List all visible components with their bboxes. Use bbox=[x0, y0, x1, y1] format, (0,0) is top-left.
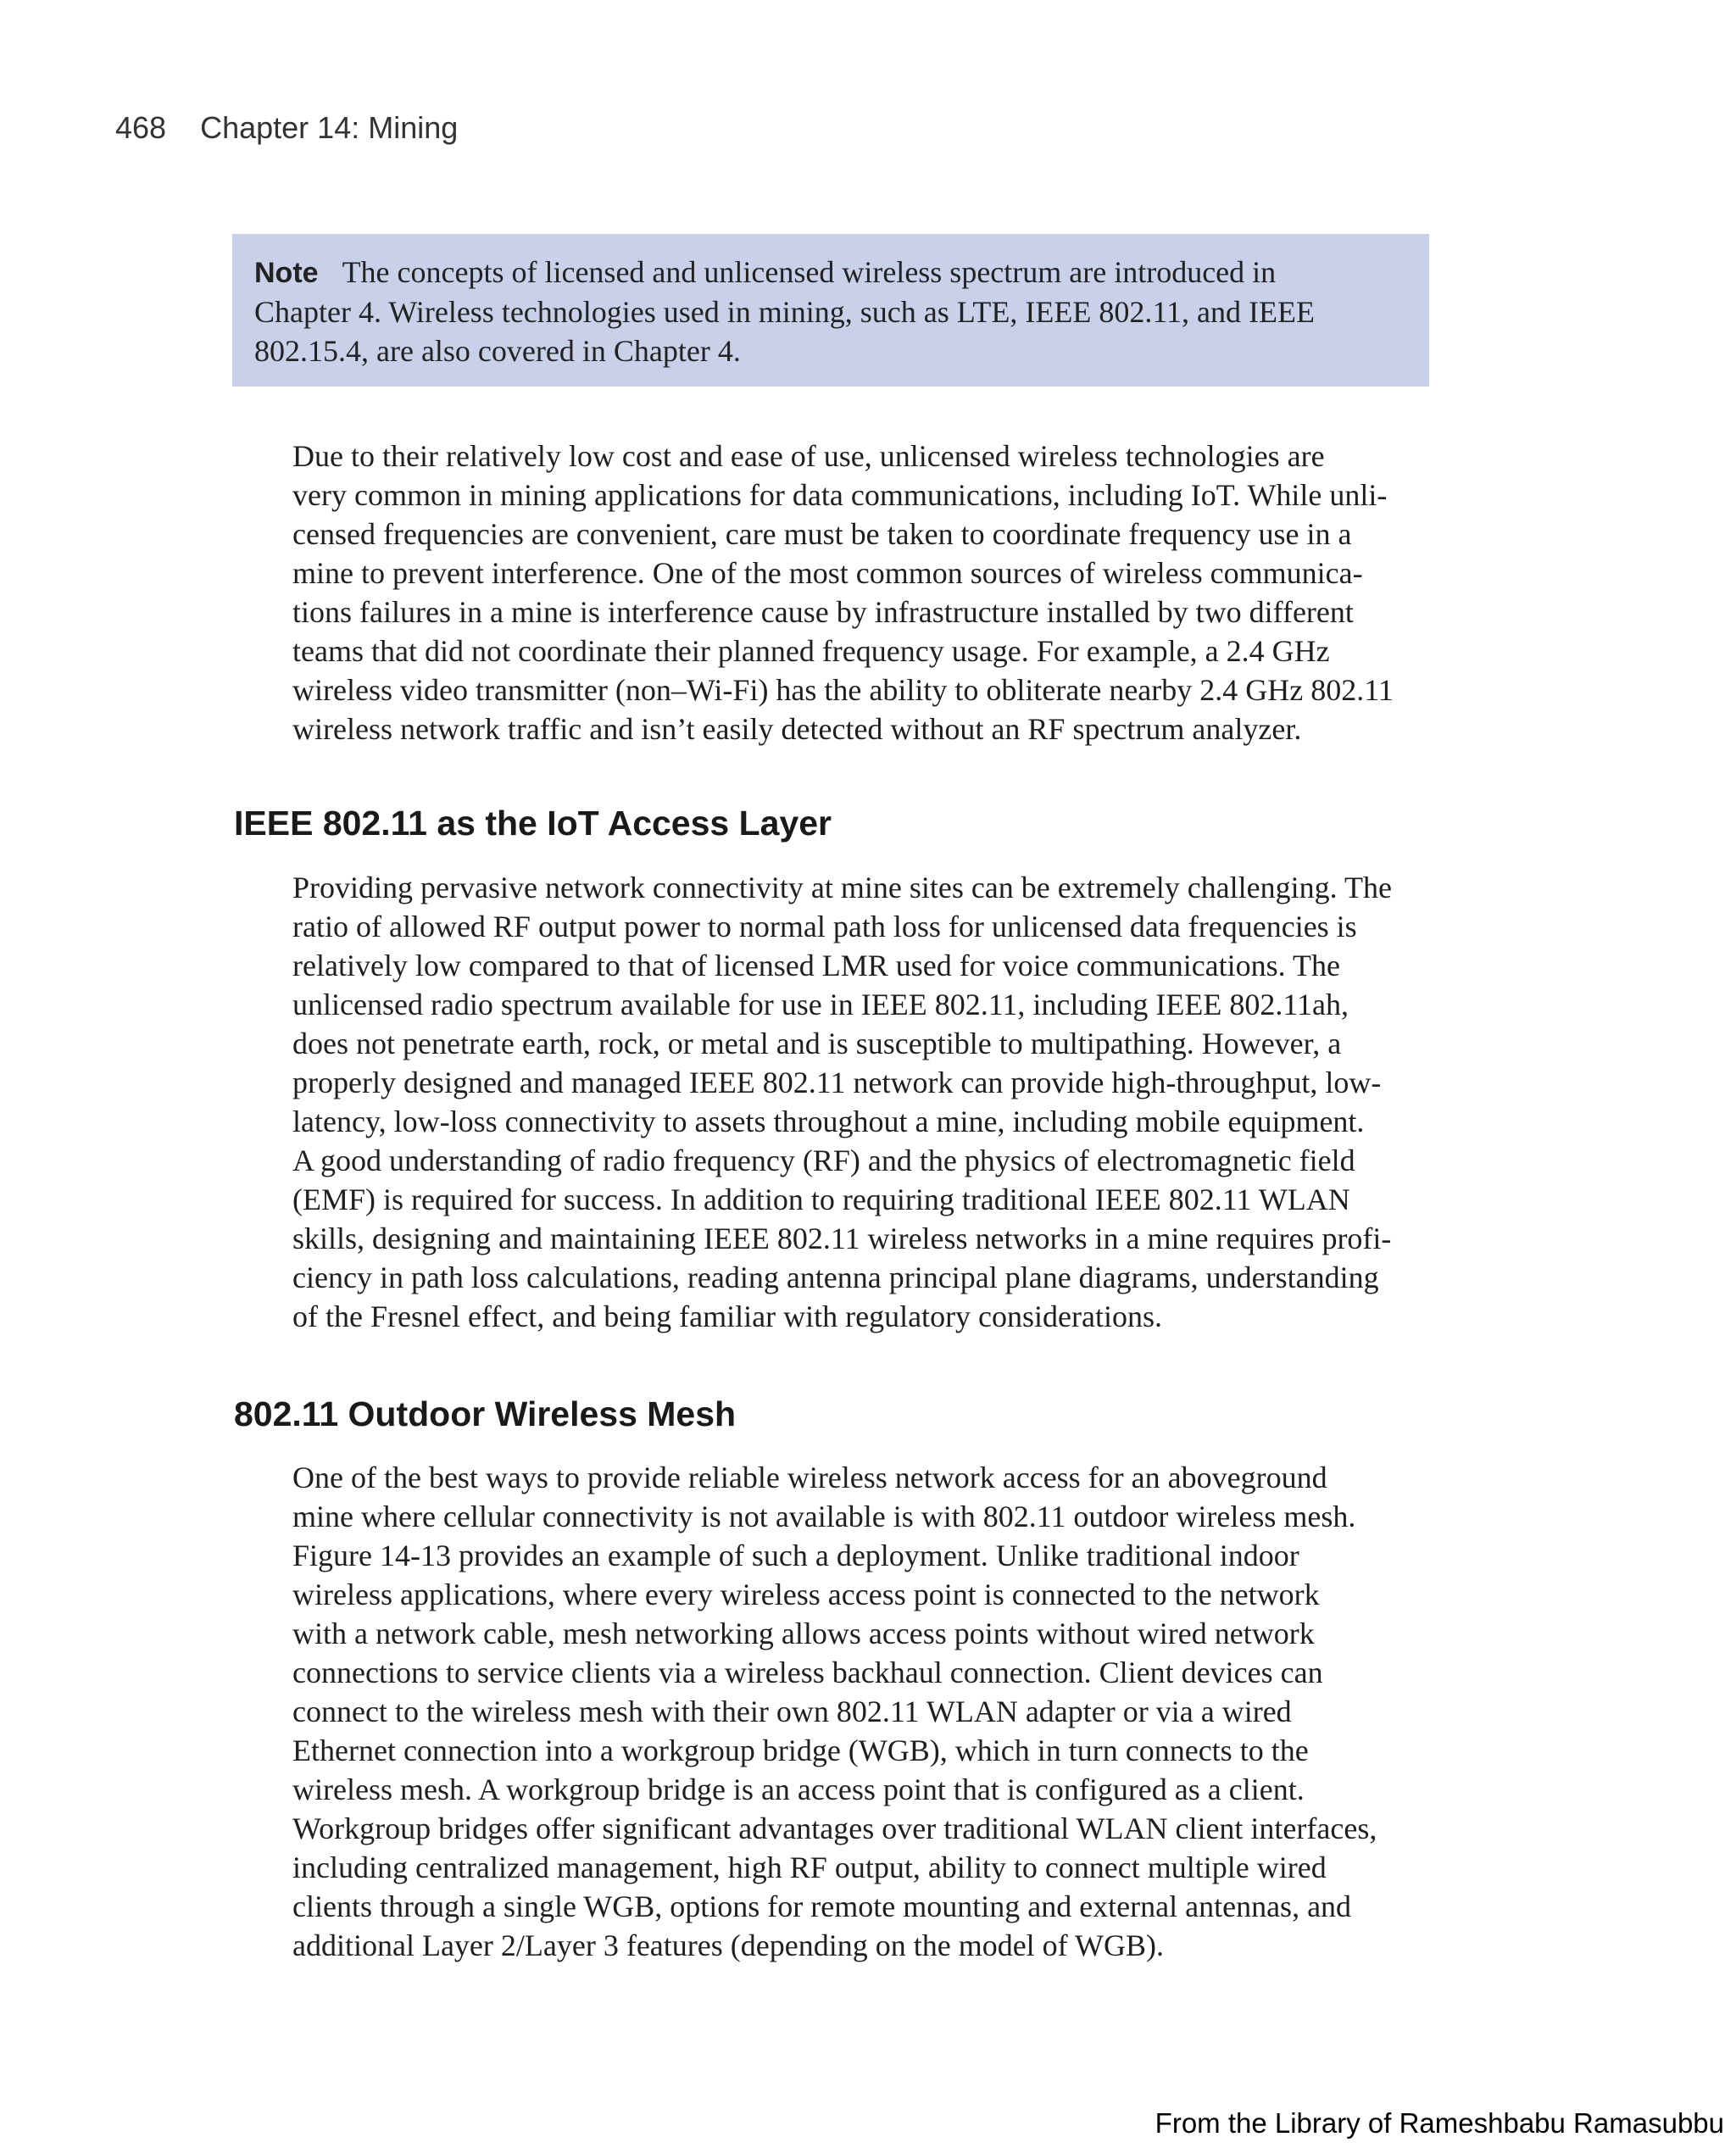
paragraph-line: connect to the wireless mesh with their own 802.11 WLAN adapter or via a wired bbox=[292, 1694, 1292, 1728]
paragraph-line: censed frequencies are convenient, care must be taken to coordinate frequency use in a bbox=[292, 517, 1352, 551]
note-label: Note bbox=[254, 257, 319, 289]
page-number: 468 bbox=[115, 110, 167, 145]
paragraph-line: ciency in path loss calculations, reading antenna principal plane diagrams, understanding bbox=[292, 1260, 1379, 1294]
note-line bbox=[254, 253, 1409, 292]
paragraph-line: teams that did not coordinate their planned frequency usage. For example, a 2.4 GHz bbox=[292, 634, 1330, 668]
paragraph-line: A good understanding of radio frequency (RF) and the physics of electromagnetic field bbox=[292, 1144, 1355, 1177]
paragraph-line: wireless network traffic and isn’t easily detected without an RF spectrum analyzer. bbox=[292, 712, 1302, 746]
iot-access-layer-paragraph bbox=[292, 868, 1392, 1336]
paragraph-line: Ethernet connection into a workgroup bridge (WGB), which in turn connects to the bbox=[292, 1733, 1309, 1767]
paragraph-line: (EMF) is required for success. In addition to requiring traditional IEEE 802.11 WLAN bbox=[292, 1183, 1350, 1216]
paragraph-line: Workgroup bridges offer significant advantages over traditional WLAN client interfaces, bbox=[292, 1811, 1377, 1845]
paragraph-line: wireless mesh. A workgroup bridge is an access point that is configured as a client. bbox=[292, 1772, 1305, 1806]
chapter-title: Chapter 14: Mining bbox=[200, 110, 459, 145]
note-line: 802.15.4, are also covered in Chapter 4. bbox=[254, 334, 741, 368]
note-box bbox=[232, 234, 1429, 387]
library-credit: From the Library of Rameshbabu Ramasubbu bbox=[1155, 2107, 1724, 2139]
paragraph-line: Due to their relatively low cost and ease of use, unlicensed wireless technologies are bbox=[292, 439, 1325, 473]
paragraph-line: Figure 14-13 provides an example of such a deployment. Unlike traditional indoor bbox=[292, 1539, 1299, 1572]
paragraph-line: tions failures in a mine is interference cause by infrastructure installed by two different bbox=[292, 595, 1354, 629]
paragraph-line: Providing pervasive network connectivity at mine sites can be extremely challenging. The bbox=[292, 871, 1392, 904]
paragraph-line: of the Fresnel effect, and being familiar with regulatory considerations. bbox=[292, 1299, 1162, 1333]
paragraph-line: relatively low compared to that of licensed LMR used for voice communications. The bbox=[292, 949, 1340, 982]
paragraph-line: ratio of allowed RF output power to normal path loss for unlicensed data frequencies is bbox=[292, 910, 1357, 943]
note-line: Chapter 4. Wireless technologies used in mining, such as LTE, IEEE 802.11, and IEEE bbox=[254, 295, 1315, 329]
outdoor-mesh-paragraph bbox=[292, 1458, 1377, 1965]
paragraph-line: latency, low-loss connectivity to assets throughout a mine, including mobile equipment. bbox=[292, 1105, 1365, 1138]
paragraph-line: mine where cellular connectivity is not available is with 802.11 outdoor wireless mesh. bbox=[292, 1500, 1356, 1533]
paragraph-line: including centralized management, high RF output, ability to connect multiple wired bbox=[292, 1850, 1327, 1884]
paragraph-line: additional Layer 2/Layer 3 features (depending on the model of WGB). bbox=[292, 1928, 1164, 1962]
paragraph-line: wireless video transmitter (non–Wi-Fi) has the ability to obliterate nearby 2.4 GHz 802.11 bbox=[292, 673, 1394, 707]
paragraph-line: connections to service clients via a wireless backhaul connection. Client devices can bbox=[292, 1656, 1323, 1689]
paragraph-line: skills, designing and maintaining IEEE 802.11 wireless networks in a mine requires profi- bbox=[292, 1221, 1392, 1255]
paragraph-line: mine to prevent interference. One of the most common sources of wireless communica- bbox=[292, 556, 1363, 590]
paragraph-line: with a network cable, mesh networking allows access points without wired network bbox=[292, 1617, 1315, 1650]
paragraph-line: very common in mining applications for data communications, including IoT. While unli- bbox=[292, 478, 1388, 512]
paragraph-line: does not penetrate earth, rock, or metal and is susceptible to multipathing. However, a bbox=[292, 1027, 1342, 1060]
paragraph-line: properly designed and managed IEEE 802.11 network can provide high-throughput, low- bbox=[292, 1066, 1382, 1099]
paragraph-line: One of the best ways to provide reliable wireless network access for an aboveground bbox=[292, 1461, 1327, 1494]
paragraph-line: clients through a single WGB, options for remote mounting and external antennas, and bbox=[292, 1889, 1352, 1923]
running-head bbox=[115, 110, 458, 146]
section-heading-iot-access-layer: IEEE 802.11 as the IoT Access Layer bbox=[234, 804, 832, 843]
paragraph-line: unlicensed radio spectrum available for use in IEEE 802.11, including IEEE 802.11ah, bbox=[292, 988, 1349, 1021]
intro-paragraph bbox=[292, 437, 1394, 748]
note-text: The concepts of licensed and unlicensed wireless spectrum are introduced in bbox=[342, 255, 1277, 289]
section-heading-outdoor-wireless-mesh: 802.11 Outdoor Wireless Mesh bbox=[234, 1394, 737, 1433]
paragraph-line: wireless applications, where every wireless access point is connected to the network bbox=[292, 1578, 1320, 1611]
